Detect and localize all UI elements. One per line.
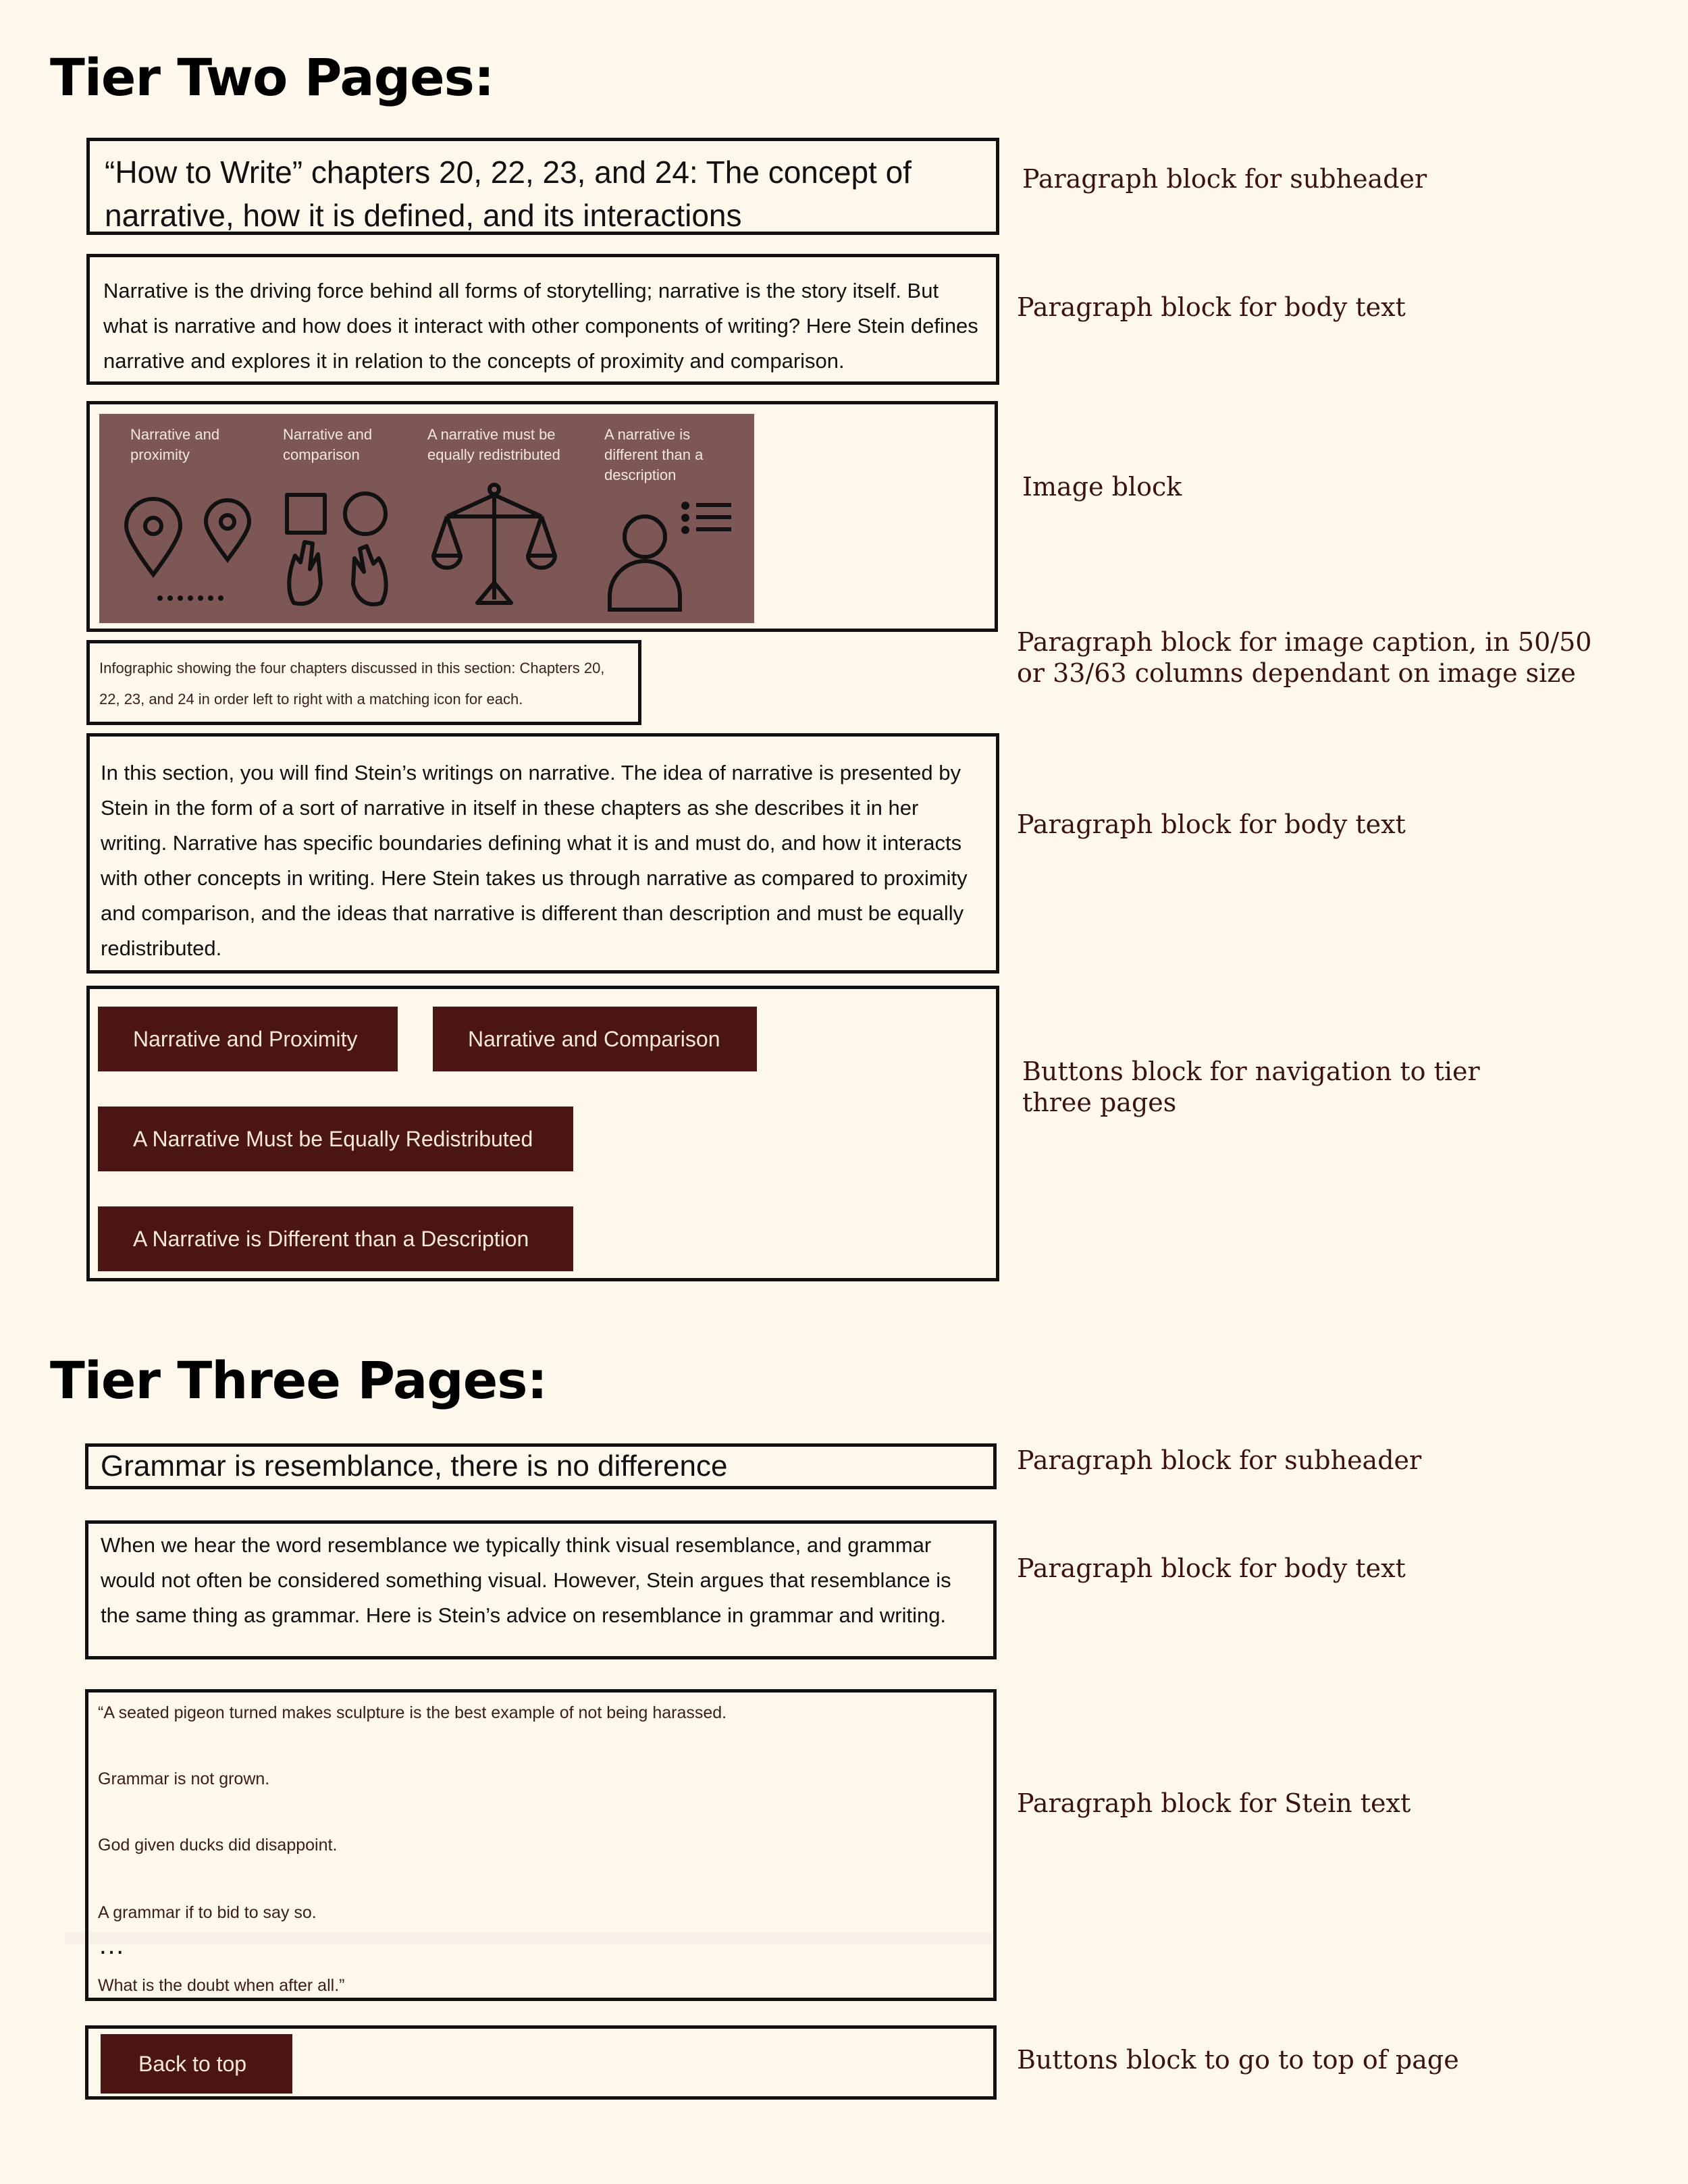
body-note: Paragraph block for body text: [1017, 809, 1406, 839]
infographic-label-3: A narrative must be equally redistributed: [427, 426, 560, 463]
caption-note: Paragraph block for image caption, in 50/50 or 33/63 columns dependant on image size: [1017, 627, 1592, 688]
scales-icon: [430, 481, 558, 616]
stein-line-4: A grammar if to bid to say so.: [98, 1903, 317, 1922]
back-to-top-button[interactable]: Back to top: [101, 2034, 292, 2094]
tier-three-heading: Tier Three Pages:: [50, 1350, 547, 1410]
stein-line-1: “A seated pigeon turned makes sculpture is the best example of not being harassed.: [98, 1703, 727, 1722]
stein-note: Paragraph block for Stein text: [1017, 1788, 1411, 1818]
tier-two-body-block: [86, 733, 999, 974]
image-note: Image block: [1022, 472, 1182, 502]
caption-block: [86, 640, 641, 725]
tier-three-body-note: Paragraph block for body text: [1017, 1553, 1406, 1583]
stein-text-block: [85, 1689, 997, 2001]
stein-ellipsis: …: [98, 1930, 125, 1960]
buttons-note: Buttons block for navigation to tier three pages: [1022, 1057, 1480, 1117]
narrative-proximity-button[interactable]: Narrative and Proximity: [98, 1007, 398, 1071]
stein-line-6: What is the doubt when after all.”: [98, 1976, 345, 1995]
shapes-hands-icon: [280, 488, 395, 616]
tier-three-subheader-note: Paragraph block for subheader: [1017, 1445, 1422, 1475]
infographic: [99, 414, 754, 623]
infographic-label-4: A narrative is different than a description: [604, 426, 704, 483]
narrative-comparison-button[interactable]: Narrative and Comparison: [433, 1007, 757, 1071]
different-than-description-button[interactable]: A Narrative is Different than a Description: [98, 1206, 573, 1271]
person-list-icon: [606, 495, 741, 616]
stein-line-3: God given ducks did disappoint.: [98, 1836, 338, 1855]
back-to-top-block: [85, 2025, 997, 2100]
tier-two-heading: Tier Two Pages:: [50, 47, 494, 107]
tier-three-body-text: When we hear the word resemblance we typically think visual resemblance, and grammar would not often be considered something visual. However, Stein argues that resemblance is the same thing as grammar. Here is Stein’s advice on resemblance in grammar and writing.: [101, 1533, 951, 1627]
tier-three-subheader-text: Grammar is resemblance, there is no difference: [101, 1449, 728, 1483]
body-text: In this section, you will find Stein’s writings on narrative. The idea of narrative is presented by Stein in the form of a sort of narrative in itself in these chapters as she describes it in her writing. Narrative has specific boundaries defining what it is and must do, and how it interacts with other concepts in writing. Here Stein takes us through narrative as compared to proximity and comparison, and the ideas that narrative is different than description and must be equally redistributed.: [101, 761, 968, 960]
tier-two-subheader-block: [86, 138, 999, 235]
image-block: [86, 401, 998, 632]
tier-two-intro-block: [86, 254, 999, 385]
tier-three-body-block: [85, 1520, 997, 1659]
caption-text: Infographic showing the four chapters discussed in this section: Chapters 20, 22, 23, and 24 in order left to right with a matching icon for each.: [99, 660, 605, 708]
infographic-label-1: Narrative and proximity: [130, 426, 220, 463]
subheader-note: Paragraph block for subheader: [1022, 164, 1427, 194]
map-pin-icon: [113, 494, 261, 615]
buttons-block: [86, 986, 999, 1281]
intro-text: Narrative is the driving force behind all forms of storytelling; narrative is the story itself. But what is narrative and how does it interact with other components of writing? Here Stein defines narrative and explores it in relation to the concepts of proximity and comparison.: [103, 279, 978, 373]
stein-line-2: Grammar is not grown.: [98, 1769, 270, 1788]
back-to-top-note: Buttons block to go to top of page: [1017, 2045, 1459, 2075]
equally-redistributed-button[interactable]: A Narrative Must be Equally Redistributed: [98, 1107, 573, 1171]
tier-three-subheader-block: [85, 1443, 997, 1489]
intro-note: Paragraph block for body text: [1017, 292, 1406, 322]
subheader-text: “How to Write” chapters 20, 22, 23, and 24: The concept of narrative, how it is defined, and its interactions: [105, 155, 912, 233]
infographic-label-2: Narrative and comparison: [283, 426, 373, 463]
